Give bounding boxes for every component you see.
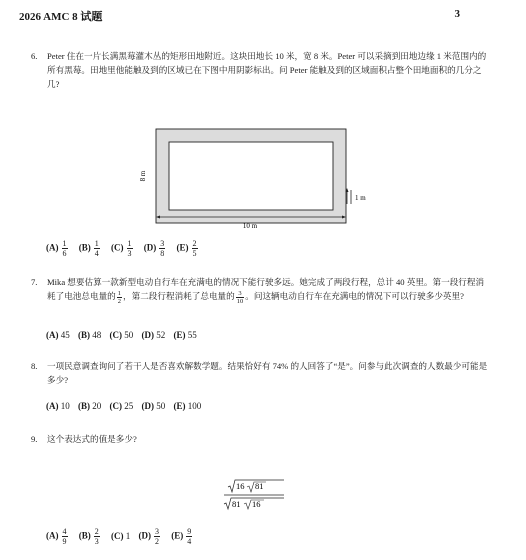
problem-text: Peter 住在一片长满黑莓灌木丛的矩形田地附近。这块田地长 10 米，宽 8 米。Peter 可以采摘到田地边缘 1 米范围内的所有黑莓。田地里他能触及到的区域已在下图中用阴影标出。问 Peter 能触及到的区域面积占整个田地面积的几分之几?	[47, 51, 487, 89]
choice-d[interactable]: (D) 52	[141, 330, 166, 340]
choice-b[interactable]: (B) $\frac{1}{4}$	[78, 239, 99, 258]
choice-d[interactable]: (D) $\frac{3}{8}$	[143, 239, 165, 258]
choice-a[interactable]: (A) 10	[46, 401, 70, 411]
answer-choices-9	[46, 527, 201, 546]
page-number: 3	[454, 8, 460, 20]
choice-d[interactable]: (D) $\frac{3}{2}$	[138, 527, 159, 546]
top-outer: 16	[236, 481, 245, 491]
choice-c[interactable]: (C) $\frac{1}{3}$	[111, 239, 132, 258]
answer-choices-6	[46, 239, 207, 258]
problem-number: 7.	[31, 277, 38, 287]
choice-e[interactable]: (E) $\frac{2}{5}$	[176, 239, 197, 258]
choice-c[interactable]: (C) 1	[111, 530, 131, 541]
choice-a[interactable]: (A) 45	[46, 330, 70, 340]
choice-e[interactable]: (E) 100	[173, 401, 202, 411]
choice-b[interactable]: (B) $\frac{2}{3}$	[78, 527, 99, 546]
bottom-outer: 81	[232, 499, 241, 509]
choice-e[interactable]: (E) $\frac{9}{4}$	[171, 527, 192, 546]
problem-number: 8.	[31, 361, 38, 371]
exam-title: 2026 AMC 8 试题	[19, 11, 103, 23]
border-label: 1 m	[355, 194, 366, 202]
field-diagram	[140, 128, 380, 236]
problem-text: 一项民意调查询问了若干人是否喜欢解数学题。结果恰好有 74% 的人回答了“是”。问参与此次调查的人数最少可能是多少?	[47, 361, 488, 385]
field-inner-rect	[169, 142, 333, 210]
choice-b[interactable]: (B) 48	[78, 330, 102, 340]
top-inner: 81	[255, 481, 264, 491]
page-header	[19, 8, 460, 22]
problem-number: 6.	[31, 51, 38, 61]
choice-a[interactable]: (A) $\frac{4}{9}$	[46, 527, 67, 546]
choice-a[interactable]: (A) $\frac{1}{6}$	[46, 239, 67, 258]
radical-expression	[222, 478, 286, 512]
choice-d[interactable]: (D) 50	[141, 401, 166, 411]
answer-choices-7	[46, 330, 203, 340]
choice-e[interactable]: (E) 55	[173, 330, 197, 340]
choice-b[interactable]: (B) 20	[78, 401, 102, 411]
choice-c[interactable]: (C) 50	[109, 330, 134, 340]
choice-c[interactable]: (C) 25	[109, 401, 134, 411]
problem-text: 这个表达式的值是多少?	[47, 434, 137, 444]
answer-choices-8	[46, 401, 207, 411]
height-label: 8 m	[139, 170, 147, 182]
problem-text: Mika 想要估算一款新型电动自行车在充满电的情况下能行驶多远。她完成了两段行程，总计 40 英里。第一段行程消耗了电池总电量的 $\frac{1}{2}$ ，第二段行程消耗了总电量的 $\frac{3}{10}$ 。问这辆电动自行车在充满电的情况下可以行驶多少英里?	[47, 277, 485, 305]
bottom-inner: 16	[252, 499, 261, 509]
problem-number: 9.	[31, 434, 38, 444]
width-label: 10 m	[242, 222, 258, 230]
